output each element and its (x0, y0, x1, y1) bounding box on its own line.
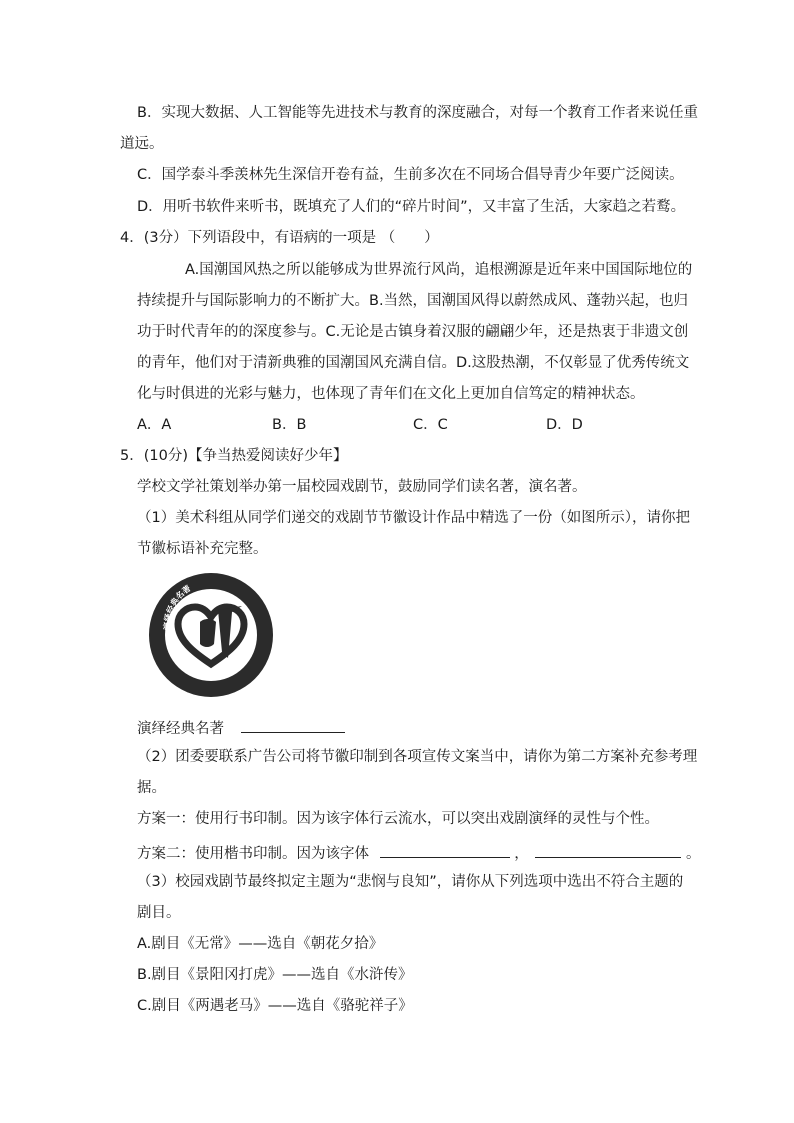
q4-passage-line: A.国潮国风热之所以能够成为世界流行风尚，追根溯源是近年来中国国际地位的 (185, 262, 693, 278)
q4-choice-c: C．C (413, 417, 448, 433)
option-b-line1: B．实现大数据、人工智能等先进技术与教育的深度融合，对每一个教育工作者来说任重 (137, 105, 698, 121)
slogan-row (137, 716, 345, 739)
q4-passage-line: 的青年，他们对于清新典雅的国潮国风充满自信。D.这股热潮，不仅彰显了优秀传统文 (137, 355, 690, 371)
option-b-line2: 道远。 (120, 136, 164, 152)
plan2-comma: ， (514, 846, 529, 862)
q4-stem: 4．(3分）下列语段中，有语病的一项是 （ ） (120, 230, 439, 246)
q5-stem: 5．(10分)【争当热爱阅读好少年】 (120, 448, 348, 464)
q5-sub1-line1: （1）美术科组从同学们递交的戏剧节节徽设计作品中精选了一份（如图所示），请你把 (137, 510, 690, 526)
plan2-period: 。 (685, 846, 701, 862)
q4-passage-line: 功于时代青年的的深度参与。C.无论是古镇身着汉服的翩翩少年，还是热衷于非遗文创 (137, 324, 689, 340)
q5-sub3-line2: 剧目。 (137, 905, 181, 921)
plan1: 方案一：使用行书印制。因为该字体行云流水，可以突出戏剧演绎的灵性与个性。 (137, 811, 659, 827)
slogan-label: 演绎经典名著 (137, 721, 224, 737)
q5-sub2-line1: （2）团委要联系广告公司将节徽印制到各项宣传文案当中，请你为第二方案补充参考理 (137, 749, 698, 765)
festival-emblem-logo (148, 572, 274, 698)
q4-passage-line: 化与时俱进的光彩与魅力，也体现了青年们在文化上更加自信笃定的精神状态。 (137, 386, 645, 402)
q4-choice-a: A．A (137, 417, 172, 433)
q5-sub2-line2: 据。 (137, 780, 166, 796)
q5-intro: 学校文学社策划举办第一届校园戏剧节，鼓励同学们读名著，演名著。 (137, 479, 587, 495)
option-d: D．用听书软件来听书，既填充了人们的“碎片时间”，又丰富了生活，大家趋之若鹜。 (137, 199, 686, 215)
plan2-blank-2[interactable] (535, 841, 681, 858)
q5-option-c: C.剧目《两遇老马》——选自《骆驼祥子》 (137, 998, 413, 1014)
q5-sub3-line1: （3）校园戏剧节最终拟定主题为“悲悯与良知”，请你从下列选项中选出不符合主题的 (137, 874, 684, 890)
q5-option-a: A.剧目《无常》——选自《朝花夕拾》 (137, 936, 384, 952)
q5-sub1-line2: 节徽标语补充完整。 (137, 541, 268, 557)
logo-arc-text: 演绎经典名著 (162, 583, 193, 631)
q4-passage-line: 持续提升与国际影响力的不断扩大。B.当然，国潮国风得以蔚然成风、蓬勃兴起，也归 (137, 293, 689, 309)
option-c: C．国学泰斗季羡林先生深信开卷有益，生前多次在不同场合倡导青少年要广泛阅读。 (137, 167, 684, 183)
plan2-label: 方案二：使用楷书印制。因为该字体 (137, 846, 369, 862)
plan2-blank-1[interactable] (380, 841, 510, 858)
q4-choice-d: D．D (546, 417, 583, 433)
q4-choice-b: B．B (272, 417, 307, 433)
q5-option-b: B.剧目《景阳冈打虎》——选自《水浒传》 (137, 967, 413, 983)
slogan-blank[interactable] (241, 716, 345, 733)
plan2-row (137, 841, 700, 864)
